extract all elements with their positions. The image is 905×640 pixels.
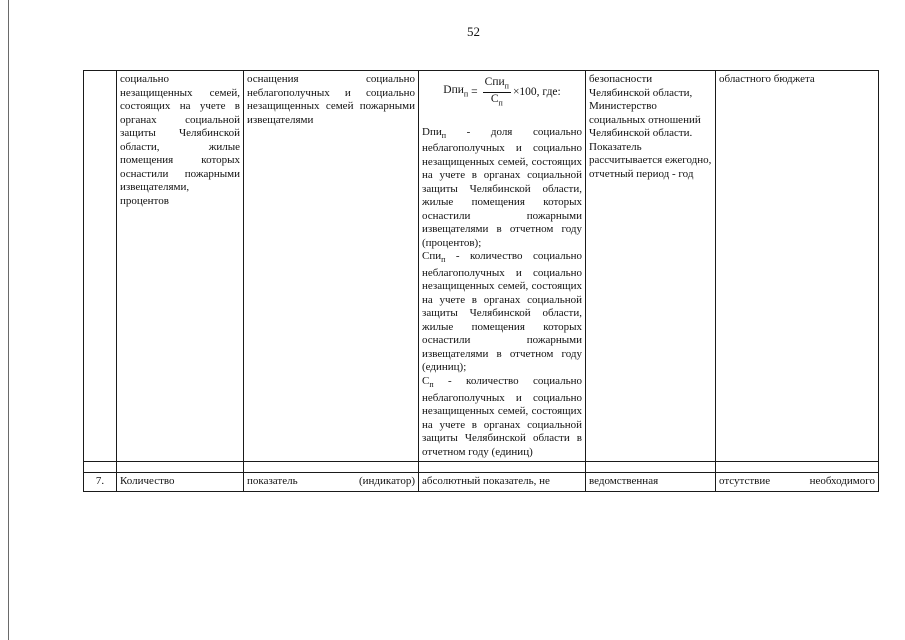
- scan-left-edge: [8, 0, 9, 640]
- formula-multiplier: ×100, где:: [512, 86, 561, 99]
- definition-c: $С_п$ - количество социально неблагополучных и социально незащищенных семей, состоящих на учете в органах социальной защиты Челябинской области в отчетном году (единиц): [422, 374, 582, 458]
- indicator-name-cell: Количество: [117, 473, 244, 492]
- formula-denominator: $С_п$: [490, 93, 503, 108]
- formula-lhs: Dпи$_п$: [443, 84, 469, 99]
- notes-cell: отсутствие необходимого: [716, 473, 879, 492]
- row-separator: [84, 462, 879, 473]
- table-row: [84, 473, 879, 492]
- formula-numerator: Спи$_п$: [483, 76, 511, 93]
- indicator-definition-cell: оснащения социально неблагополучных и социально незащищенных семей пожарными извещателями: [244, 71, 419, 462]
- row-number-cell: 7.: [84, 473, 117, 492]
- calculation-method-cell: абсолютный показатель, не: [419, 473, 586, 492]
- data-source-cell: ведомственная: [586, 473, 716, 492]
- notes-cell: областного бюджета: [716, 71, 879, 462]
- indicator-definition-cell: показатель (индикатор): [244, 473, 419, 492]
- formula-fraction: [483, 76, 511, 110]
- indicator-table: [83, 70, 879, 492]
- formula-equals: =: [471, 86, 478, 99]
- formula: [422, 76, 582, 110]
- definition-dpi: Dпи$_п$ - доля социально неблагополучных и социально незащищенных семей, состоящих на учете в органах социальной защиты Челябинской области, жилые помещения которых оснастили пожарными извещателями в отчетном году (процентов);: [422, 125, 582, 249]
- indicator-name-cell: социально незащищенных семей, состоящих на учете в органах социальной защиты Челябинской области, жилые помещения которых оснастили пожарными извещателями, процентов: [117, 71, 244, 462]
- definition-spi: Спи$_п$ - количество социально неблагополучных и социально незащищенных семей, состоящих на учете в органах социальной защиты Челябинской области, жилые помещения которых оснастили пожарными извещателями в отчетном году (единиц);: [422, 250, 582, 374]
- table-row: [84, 71, 879, 462]
- row-number-cell: [84, 71, 117, 462]
- calculation-method-cell: [419, 71, 586, 462]
- page-number: 52: [467, 24, 480, 39]
- data-source-cell: безопасности Челябинской области, Министерство социальных отношений Челябинской области. Показатель рассчитывается ежегодно, отчетный период - год: [586, 71, 716, 462]
